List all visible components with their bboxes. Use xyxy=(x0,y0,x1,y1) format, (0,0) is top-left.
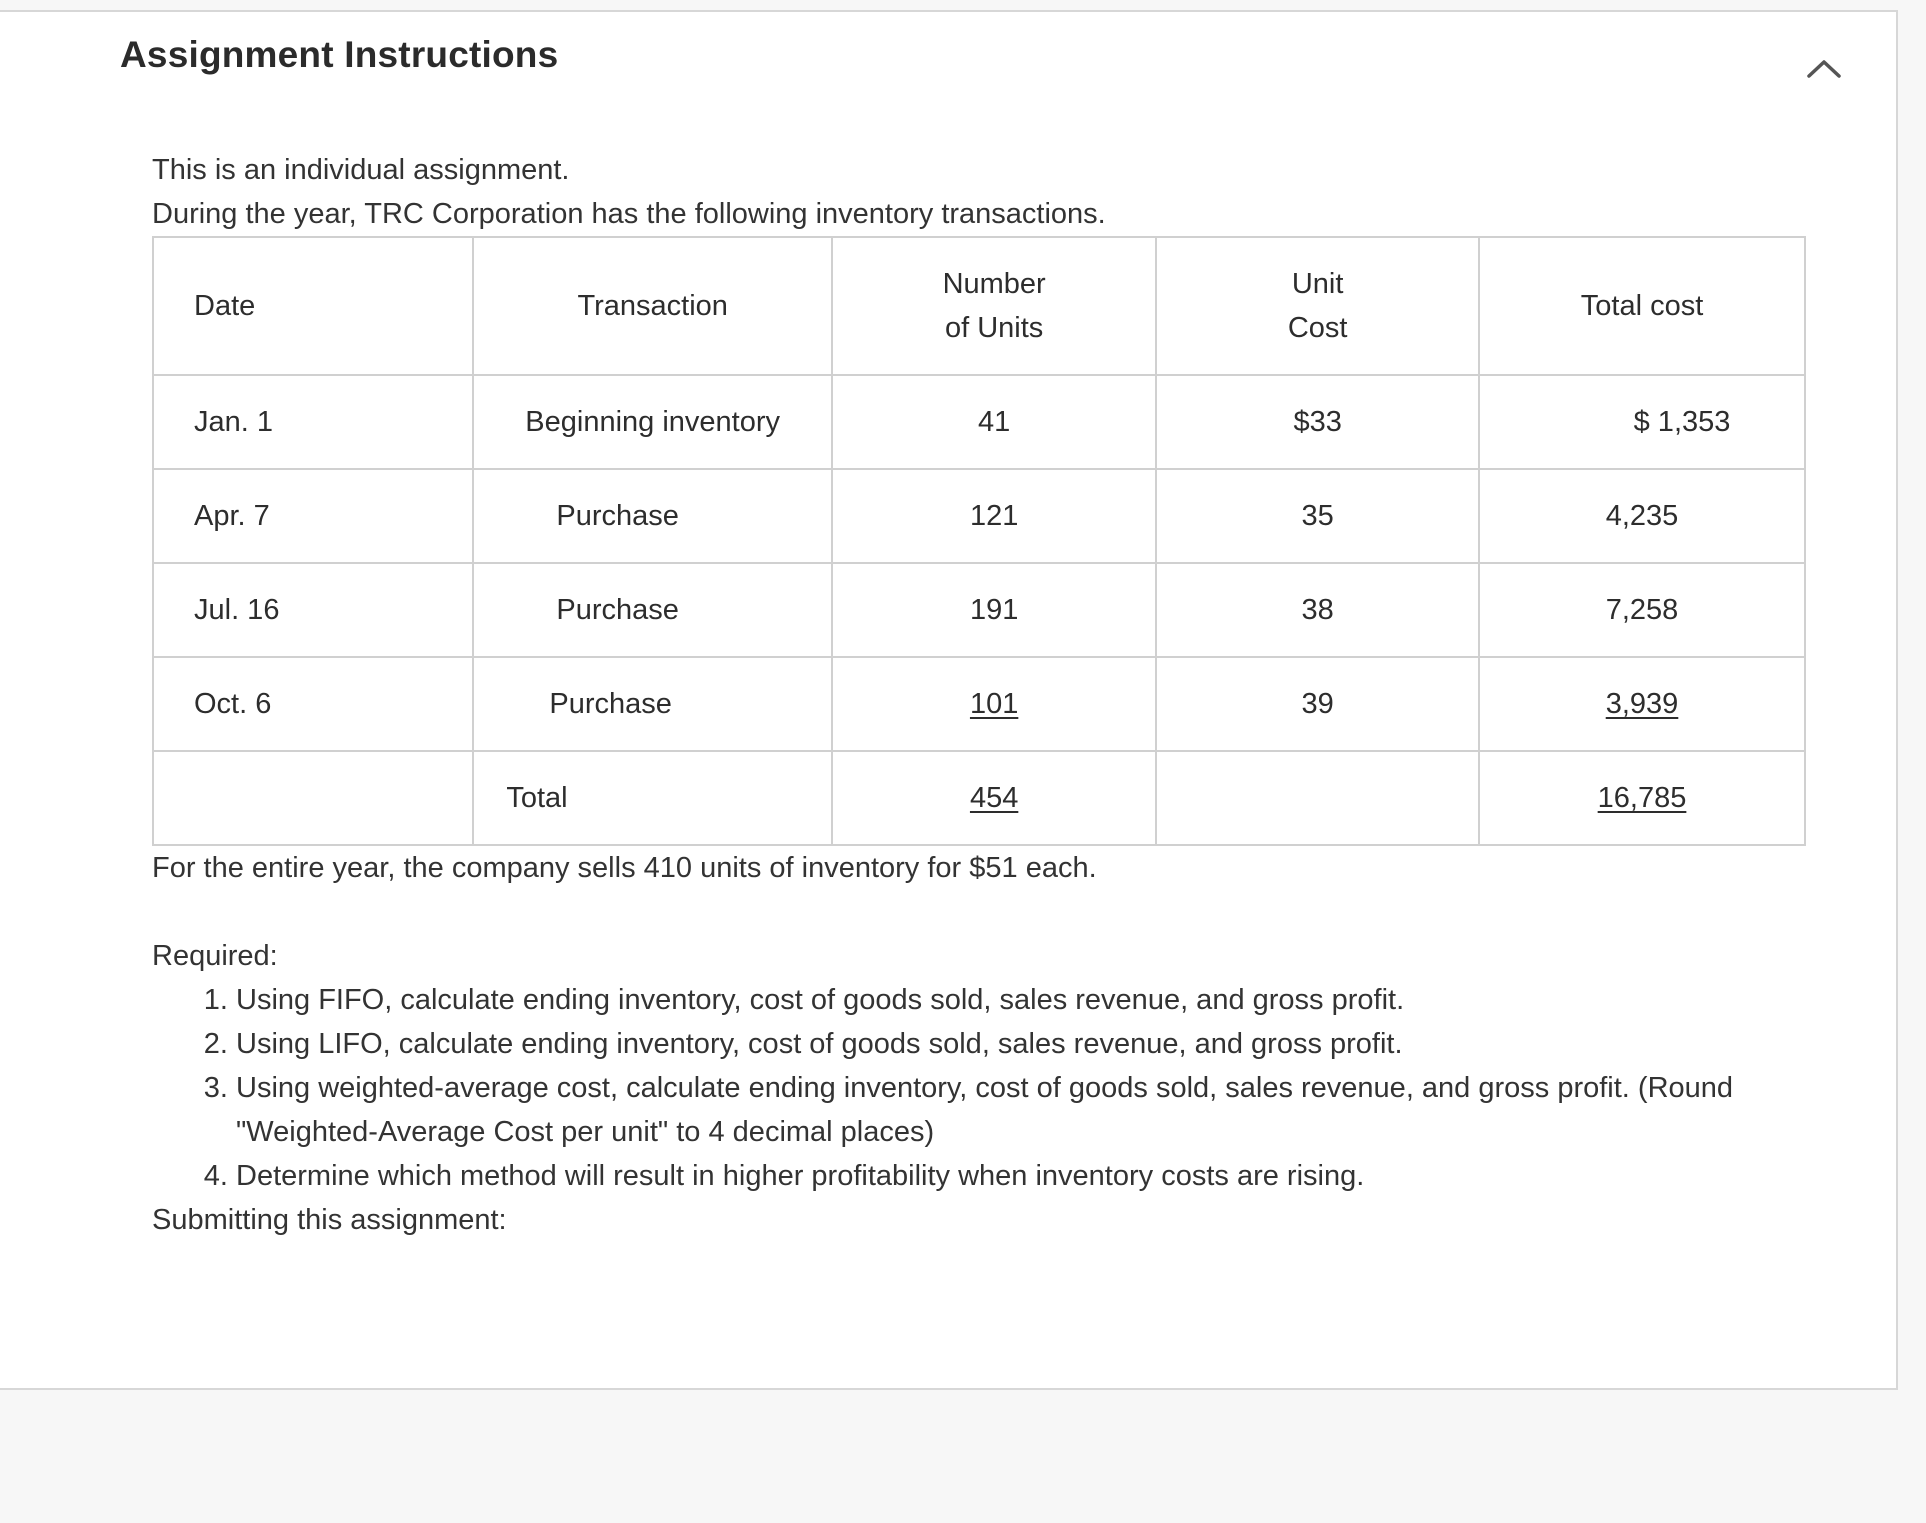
table-row xyxy=(153,469,1805,563)
cell-units: 191 xyxy=(832,563,1156,657)
header-units-line1: Number xyxy=(942,268,1046,300)
cell-total-cost-value: 3,939 xyxy=(1605,688,1679,720)
cell-total-label: Total xyxy=(473,751,832,845)
cell-total-cost: 7,258 xyxy=(1479,563,1805,657)
cell-date: Oct. 6 xyxy=(153,657,473,751)
collapse-button[interactable] xyxy=(1800,44,1848,92)
header-date: Date xyxy=(153,237,473,375)
header-unit-cost xyxy=(1156,237,1479,375)
sales-note: For the entire year, the company sells 410 units of inventory for $51 each. xyxy=(152,852,1097,884)
list-item: 4. Determine which method will result in higher profitability when inventory costs are rising. xyxy=(236,1154,1812,1198)
cell-transaction: Beginning inventory xyxy=(473,375,832,469)
intro-line-2: During the year, TRC Corporation has the following inventory transactions. xyxy=(152,198,1106,230)
cell-unit-cost: 39 xyxy=(1156,657,1479,751)
cell-transaction xyxy=(473,563,832,657)
cell-total-units xyxy=(832,751,1156,845)
cell-cost-empty xyxy=(1156,751,1479,845)
table-row xyxy=(153,657,1805,751)
list-item: 3. Using weighted-average cost, calculate ending inventory, cost of goods sold, sales revenue, and gross profit. (Round "Weighted-Average Cost per unit" to 4 decimal places) xyxy=(236,1066,1812,1154)
cell-units: 121 xyxy=(832,469,1156,563)
required-list xyxy=(152,978,1812,1198)
cell-units-value: 101 xyxy=(969,688,1019,720)
cell-total-cost-value: $ 1,353 xyxy=(1633,406,1731,438)
cell-units xyxy=(832,657,1156,751)
table-header-row xyxy=(153,237,1805,375)
cell-total-cost xyxy=(1479,375,1805,469)
cell-date-empty xyxy=(153,751,473,845)
cell-unit-cost: 35 xyxy=(1156,469,1479,563)
cell-transaction-value: Purchase xyxy=(556,500,679,532)
cell-date: Jul. 16 xyxy=(153,563,473,657)
cell-units: 41 xyxy=(832,375,1156,469)
panel-title: Assignment Instructions xyxy=(120,34,559,75)
cell-unit-cost: $33 xyxy=(1156,375,1479,469)
table-row xyxy=(153,375,1805,469)
header-cost-line1: Unit xyxy=(1291,268,1344,300)
required-section xyxy=(152,934,1812,1198)
table-row xyxy=(153,563,1805,657)
table-total-row xyxy=(153,751,1805,845)
cell-transaction-value: Purchase xyxy=(556,594,679,626)
inventory-table xyxy=(152,236,1806,846)
header-total-cost: Total cost xyxy=(1479,237,1805,375)
list-item: 2. Using LIFO, calculate ending inventory, cost of goods sold, sales revenue, and gross profit. xyxy=(236,1022,1812,1066)
cell-date: Jan. 1 xyxy=(153,375,473,469)
header-units-line2: of Units xyxy=(944,312,1044,344)
required-heading: Required: xyxy=(152,940,278,972)
header-units xyxy=(832,237,1156,375)
cell-total-cost xyxy=(1479,657,1805,751)
cell-unit-cost: 38 xyxy=(1156,563,1479,657)
cell-transaction xyxy=(473,657,832,751)
cell-date: Apr. 7 xyxy=(153,469,473,563)
cell-total-cost: 4,235 xyxy=(1479,469,1805,563)
cell-grand-total xyxy=(1479,751,1805,845)
list-item: 1. Using FIFO, calculate ending inventory, cost of goods sold, sales revenue, and gross profit. xyxy=(236,978,1812,1022)
cell-transaction-value: Purchase xyxy=(549,688,672,720)
cell-total-units-value: 454 xyxy=(969,782,1019,814)
header-transaction: Transaction xyxy=(473,237,832,375)
header-cost-line2: Cost xyxy=(1287,312,1348,344)
cell-grand-total-value: 16,785 xyxy=(1597,782,1687,814)
intro-line-1: This is an individual assignment. xyxy=(152,154,570,186)
instructions-content xyxy=(152,148,1812,1242)
cell-transaction xyxy=(473,469,832,563)
chevron-up-icon xyxy=(1806,56,1842,80)
assignment-instructions-panel xyxy=(0,10,1898,1390)
submitting-heading: Submitting this assignment: xyxy=(152,1204,507,1236)
